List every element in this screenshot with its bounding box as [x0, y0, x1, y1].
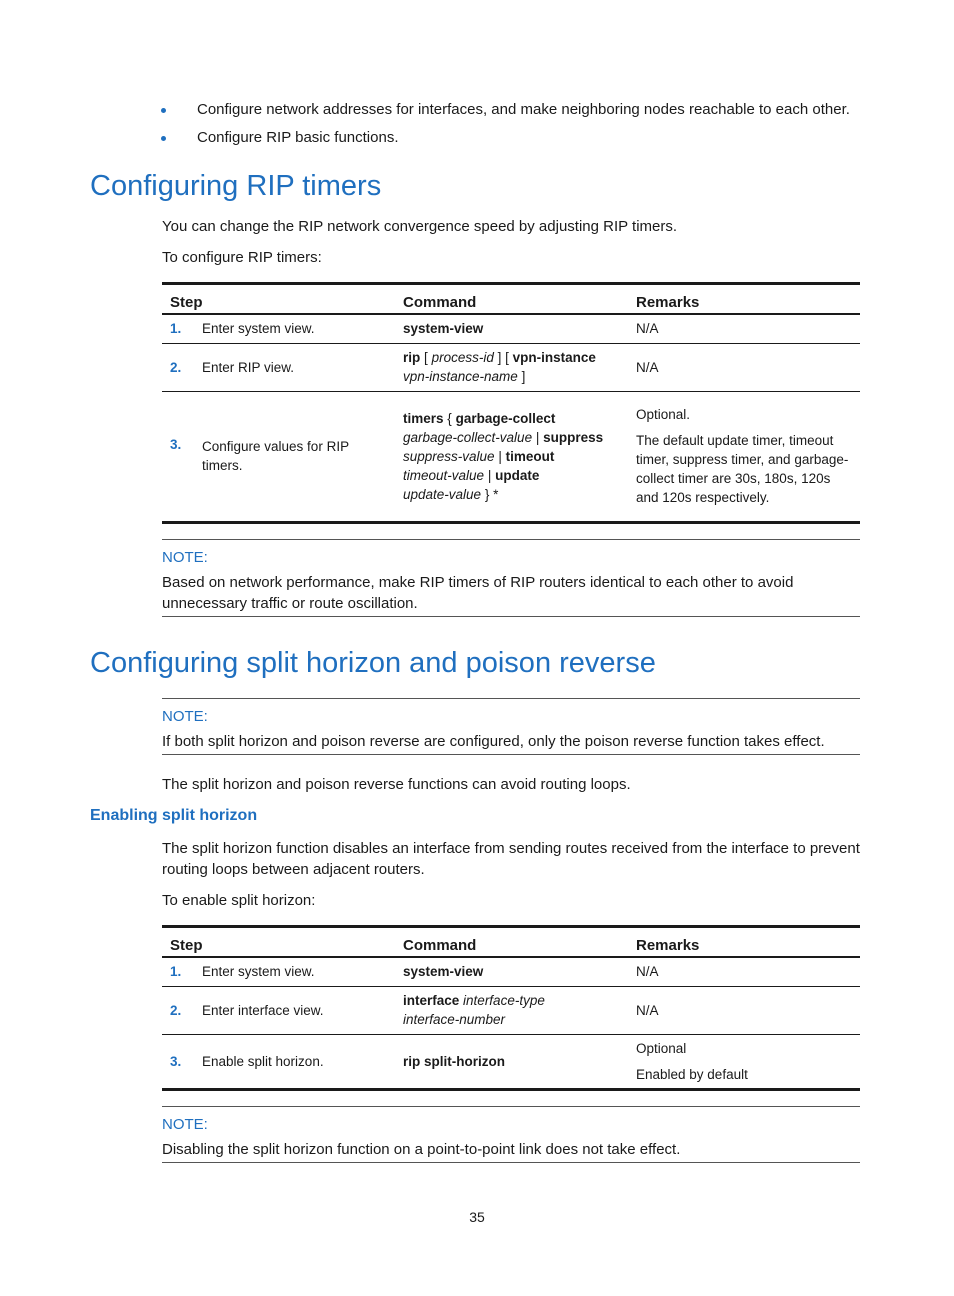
subsection-intro: The split horizon function disables an interface from sending routes received from the interface to prevent routing loops between adjacent routers.: [162, 840, 860, 878]
command-keyword: timers: [403, 410, 444, 426]
command-cell: [395, 391, 628, 522]
syntax-separator: |: [487, 467, 492, 483]
command-keyword: vpn-instance: [512, 350, 596, 365]
step-number: 1.: [170, 964, 182, 980]
step-cell: [162, 314, 395, 343]
section-title-rip-timers: Configuring RIP timers: [90, 170, 382, 202]
command-keyword: garbage-collect: [455, 410, 556, 426]
step-number: 3.: [170, 1053, 182, 1069]
table-row: [162, 957, 860, 986]
list-item: Configure network addresses for interfaces, and make neighboring nodes reachable to each other.: [160, 100, 850, 128]
header-command: Command: [395, 284, 628, 315]
command-argument: vpn-instance-name: [403, 369, 518, 384]
step-cell: [162, 957, 395, 986]
note-box: [162, 698, 860, 755]
command-cell: [395, 314, 628, 343]
page-number: 35: [469, 1209, 485, 1225]
section-intro: The split horizon and poison reverse functions can avoid routing loops.: [162, 776, 631, 793]
note-text: If both split horizon and poison reverse are configured, only the poison reverse function takes effect.: [162, 733, 825, 750]
remarks-cell: [628, 1034, 860, 1089]
command-keyword: interface: [403, 993, 460, 1008]
syntax-bracket: {: [447, 410, 452, 426]
step-number: 1.: [170, 321, 182, 337]
remark-optional: Optional.: [636, 407, 691, 422]
section-intro: You can change the RIP network convergence speed by adjusting RIP timers.: [162, 218, 678, 235]
remark-optional: Optional: [636, 1040, 687, 1056]
step-number: 3.: [170, 437, 182, 452]
header-step: Step: [162, 927, 395, 958]
command-cell: [395, 343, 628, 391]
remarks-cell: N/A: [628, 957, 860, 986]
command-cell: [395, 1034, 628, 1089]
step-number: 2.: [170, 1002, 182, 1018]
command-argument: timeout-value: [403, 467, 485, 483]
command-keyword: timeout: [505, 448, 555, 464]
note-text: Disabling the split horizon function on a point-to-point link does not take effect.: [162, 1141, 681, 1158]
command-keyword: rip split-horizon: [403, 1053, 505, 1069]
table-row: [162, 343, 860, 391]
command-argument: suppress-value: [403, 448, 495, 464]
header-remarks: Remarks: [628, 927, 860, 958]
step-cell: [162, 986, 395, 1034]
note-box: [162, 539, 860, 617]
syntax-bracket: ]: [521, 369, 526, 384]
step-description: Configure values for RIP timers.: [202, 439, 349, 473]
table-row: [162, 391, 860, 522]
step-cell: [162, 391, 395, 522]
note-label: NOTE:: [162, 549, 208, 566]
remarks-cell: [628, 391, 860, 522]
header-step: Step: [162, 284, 395, 315]
step-cell: [162, 343, 395, 391]
note-text: Based on network performance, make RIP timers of RIP routers identical to each other to avoid unnecessary traffic or route oscillation.: [162, 574, 794, 612]
command-keyword: suppress: [543, 429, 604, 445]
remark-detail: The default update timer, timeout timer, suppress timer, and garbage-collect timer are 30s, 180s, 120s and 120s respectively.: [636, 433, 849, 505]
syntax-bracket: ] [: [497, 350, 509, 365]
command-keyword: system-view: [403, 321, 484, 337]
syntax-bracket: [: [424, 350, 428, 365]
command-keyword: rip: [403, 350, 421, 365]
remark-detail: Enabled by default: [636, 1066, 748, 1082]
bullet-icon: [161, 136, 166, 141]
command-argument: process-id: [431, 350, 494, 365]
step-description: Enter system view.: [202, 321, 315, 337]
note-box: [162, 1106, 860, 1163]
command-argument: update-value: [403, 486, 482, 502]
command-keyword: update: [495, 467, 540, 483]
remarks-cell: N/A: [628, 986, 860, 1034]
syntax-separator: |: [535, 429, 540, 445]
table-row: [162, 986, 860, 1034]
list-item: Configure RIP basic functions.: [160, 128, 850, 156]
syntax-separator: |: [498, 448, 502, 464]
step-description: Enter system view.: [202, 964, 315, 980]
rip-timers-table: [162, 282, 860, 524]
table-row: [162, 1034, 860, 1089]
step-description: Enter interface view.: [202, 1002, 324, 1018]
step-number: 2.: [170, 359, 182, 375]
header-remarks: Remarks: [628, 284, 860, 315]
command-cell: [395, 957, 628, 986]
bullet-icon: [161, 108, 166, 113]
split-horizon-table: [162, 925, 860, 1091]
step-description: Enter RIP view.: [202, 359, 295, 375]
remarks-cell: N/A: [628, 343, 860, 391]
header-command: Command: [395, 927, 628, 958]
note-label: NOTE:: [162, 708, 208, 725]
subsection-title: Enabling split horizon: [90, 807, 258, 824]
step-cell: [162, 1034, 395, 1089]
table-lead: To enable split horizon:: [162, 892, 316, 909]
section-title-split-horizon: Configuring split horizon and poison reverse: [90, 647, 656, 679]
syntax-bracket: } *: [484, 486, 499, 502]
command-argument: garbage-collect-value: [403, 429, 533, 445]
note-label: NOTE:: [162, 1116, 208, 1133]
command-argument: interface-number: [403, 1012, 506, 1027]
step-description: Enable split horizon.: [202, 1053, 324, 1069]
command-keyword: system-view: [403, 964, 484, 980]
prerequisite-list: [160, 100, 850, 156]
command-cell: [395, 986, 628, 1034]
table-header-row: [162, 284, 860, 315]
table-header-row: [162, 927, 860, 958]
table-lead: To configure RIP timers:: [162, 249, 322, 266]
table-row: [162, 314, 860, 343]
remarks-cell: N/A: [628, 314, 860, 343]
command-argument: interface-type: [463, 993, 545, 1008]
